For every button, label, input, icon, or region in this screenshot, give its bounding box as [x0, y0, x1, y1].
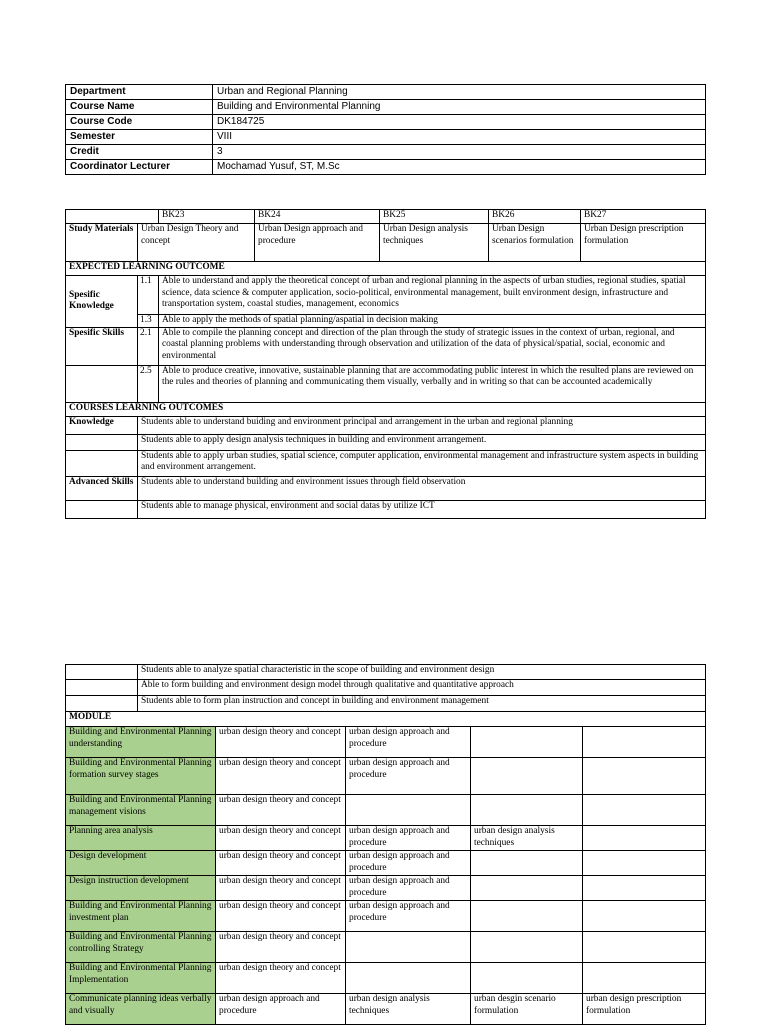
elo-heading: EXPECTED LEARNING OUTCOME: [66, 262, 706, 276]
empty-cell: [66, 680, 138, 696]
clo-row: [66, 665, 706, 680]
module-row: [66, 994, 706, 1025]
spesific-knowledge-label: Spesific Knowledge: [66, 276, 138, 328]
module-name: Planning area analysis: [66, 826, 216, 851]
info-row: [66, 115, 706, 130]
module-cell: [471, 851, 583, 876]
module-cell: [583, 932, 706, 963]
module-name: Building and Environmental Planning investment plan: [66, 901, 216, 932]
module-cell: [346, 795, 471, 826]
module-cell: [583, 758, 706, 795]
clo-row: [66, 476, 706, 500]
module-cell: [583, 851, 706, 876]
info-row: [66, 100, 706, 115]
module-cell: urban design theory and concept: [216, 826, 346, 851]
elo-row: [66, 365, 706, 402]
module-row: [66, 795, 706, 826]
study-code: BK23: [159, 210, 255, 224]
module-cell: urban design analysis techniques: [346, 994, 471, 1025]
module-cell: urban design theory and concept: [216, 795, 346, 826]
elo-row: [66, 315, 706, 328]
clo-row: [66, 500, 706, 518]
info-value: 3: [213, 145, 706, 160]
module-cell: urban design approach and procedure: [346, 901, 471, 932]
module-cell: [471, 727, 583, 758]
clo-heading-row: [66, 402, 706, 416]
info-label: Course Code: [66, 115, 213, 130]
module-cell: urban design approach and procedure: [346, 826, 471, 851]
module-cell: urban design theory and concept: [216, 876, 346, 901]
module-cell: [583, 826, 706, 851]
spesific-skills-label: Spesific Skills: [66, 327, 138, 365]
module-cell: urban design approach and procedure: [216, 994, 346, 1025]
info-value: Urban and Regional Planning: [213, 85, 706, 100]
module-row: [66, 963, 706, 994]
module-cell: [583, 795, 706, 826]
clo-text: Able to form building and environment design model through qualitative and quantitative approach: [138, 680, 706, 696]
study-code: BK24: [255, 210, 380, 224]
elo-number: 1.3: [138, 315, 159, 328]
clo-text: Students able to apply design analysis techniques in building and environment arrangement.: [138, 434, 706, 450]
advanced-skills-label: Advanced Skills: [66, 476, 138, 500]
module-cell: [583, 727, 706, 758]
empty-cell: [66, 210, 159, 224]
study-materials-row: [66, 224, 706, 262]
module-cell: [583, 963, 706, 994]
module-cell: urban design approach and procedure: [346, 876, 471, 901]
module-cell: urban design theory and concept: [216, 963, 346, 994]
info-label: Coordinator Lecturer: [66, 160, 213, 175]
clo-row: [66, 696, 706, 712]
info-label: Semester: [66, 130, 213, 145]
study-codes-row: [66, 210, 706, 224]
module-cell: urban desgin scenario formulation: [471, 994, 583, 1025]
module-row: [66, 876, 706, 901]
elo-number: 2.1: [138, 327, 159, 365]
module-cell: [471, 932, 583, 963]
course-info-table: [65, 84, 706, 175]
elo-text: Able to produce creative, innovative, sustainable planning that are accommodating public interest in which the resulted plans are reviewed on the rules and theories of planning and communicating them visually, verbally and in writing so that can be accounted academically: [159, 365, 706, 402]
clo-text: Students able to understand building and environment issues through field observation: [138, 476, 706, 500]
module-row: [66, 901, 706, 932]
info-row: [66, 160, 706, 175]
empty-cell: [66, 500, 138, 518]
module-cell: urban design theory and concept: [216, 901, 346, 932]
study-material: Urban Design Theory and concept: [138, 224, 255, 262]
elo-number: 1.1: [138, 276, 159, 315]
module-cell: [471, 795, 583, 826]
elo-row: [66, 276, 706, 315]
module-cell: [346, 932, 471, 963]
study-material: Urban Design analysis techniques: [380, 224, 489, 262]
elo-row: [66, 327, 706, 365]
empty-cell: [66, 450, 138, 476]
info-label: Course Name: [66, 100, 213, 115]
info-row: [66, 145, 706, 160]
module-heading: MODULE: [66, 712, 706, 727]
module-name: Building and Environmental Planning controlling Strategy: [66, 932, 216, 963]
module-cell: urban design theory and concept: [216, 932, 346, 963]
module-row: [66, 758, 706, 795]
info-value: Building and Environmental Planning: [213, 100, 706, 115]
module-cell: urban design analysis techniques: [471, 826, 583, 851]
info-value: VIII: [213, 130, 706, 145]
clo-heading: COURSES LEARNING OUTCOMES: [66, 402, 706, 416]
empty-cell: [66, 665, 138, 680]
info-row: [66, 130, 706, 145]
knowledge-label: Knowledge: [66, 416, 138, 434]
module-cell: urban design approach and procedure: [346, 758, 471, 795]
module-row: [66, 727, 706, 758]
clo-row: [66, 680, 706, 696]
learning-outcomes-table: [65, 209, 706, 519]
clo-row: [66, 450, 706, 476]
module-cell: [471, 963, 583, 994]
module-name: Design development: [66, 851, 216, 876]
module-row: [66, 932, 706, 963]
elo-number: 2.5: [138, 365, 159, 402]
study-material: Urban Design prescription formulation: [581, 224, 706, 262]
module-cell: urban design theory and concept: [216, 758, 346, 795]
elo-text: Able to apply the methods of spatial planning/aspatial in decision making: [159, 315, 706, 328]
study-materials-label: Study Materials: [66, 224, 138, 262]
module-cell: [346, 963, 471, 994]
module-name: Building and Environmental Planning understanding: [66, 727, 216, 758]
module-cell: [471, 876, 583, 901]
study-code: BK26: [489, 210, 581, 224]
module-cell: urban design approach and procedure: [346, 727, 471, 758]
info-label: Department: [66, 85, 213, 100]
clo-row: [66, 416, 706, 434]
module-cell: urban design prescription formulation: [583, 994, 706, 1025]
module-heading-row: [66, 712, 706, 727]
info-row: [66, 85, 706, 100]
module-table: [65, 664, 706, 1025]
module-cell: [471, 901, 583, 932]
module-name: Communicate planning ideas verbally and visually: [66, 994, 216, 1025]
info-value: Mochamad Yusuf, ST, M.Sc: [213, 160, 706, 175]
module-cell: [471, 758, 583, 795]
module-row: [66, 851, 706, 876]
module-name: Building and Environmental Planning Implementation: [66, 963, 216, 994]
module-cell: urban design theory and concept: [216, 727, 346, 758]
elo-heading-row: [66, 262, 706, 276]
module-cell: [583, 901, 706, 932]
clo-row: [66, 434, 706, 450]
module-name: Building and Environmental Planning formation survey stages: [66, 758, 216, 795]
module-name: Building and Environmental Planning management visions: [66, 795, 216, 826]
empty-cell: [66, 434, 138, 450]
info-value: DK184725: [213, 115, 706, 130]
module-cell: urban design theory and concept: [216, 851, 346, 876]
clo-text: Students able to analyze spatial characteristic in the scope of building and environment design: [138, 665, 706, 680]
clo-text: Students able to apply urban studies, spatial science, computer application, environmental management and infrastructure system aspects in building and environment arrangement.: [138, 450, 706, 476]
study-code: BK25: [380, 210, 489, 224]
empty-cell: [66, 696, 138, 712]
empty-cell: [66, 365, 138, 402]
study-material: Urban Design scenarios formulation: [489, 224, 581, 262]
module-row: [66, 826, 706, 851]
module-cell: urban design approach and procedure: [346, 851, 471, 876]
module-cell: [583, 876, 706, 901]
clo-text: Students able to manage physical, environment and social datas by utilize ICT: [138, 500, 706, 518]
study-code: BK27: [581, 210, 706, 224]
elo-text: Able to compile the planning concept and direction of the plan through the study of strategic issues in the context of urban, regional, and coastal planning problems with understanding through observation and utilization of the data of physical/spatial, social, economic and environmental: [159, 327, 706, 365]
info-label: Credit: [66, 145, 213, 160]
clo-text: Students able to understand buiding and environment principal and arrangement in the urban and regional planning: [138, 416, 706, 434]
clo-text: Students able to form plan instruction and concept in building and environment management: [138, 696, 706, 712]
module-name: Design instruction development: [66, 876, 216, 901]
elo-text: Able to understand and apply the theoretical concept of urban and regional planning in the aspects of urban studies, regional studies, spatial science, data science & computer application, socio-political, environmental management, built environment design, infrastructure and transportation system, coastal studies, management, economics: [159, 276, 706, 315]
study-material: Urban Design approach and procedure: [255, 224, 380, 262]
